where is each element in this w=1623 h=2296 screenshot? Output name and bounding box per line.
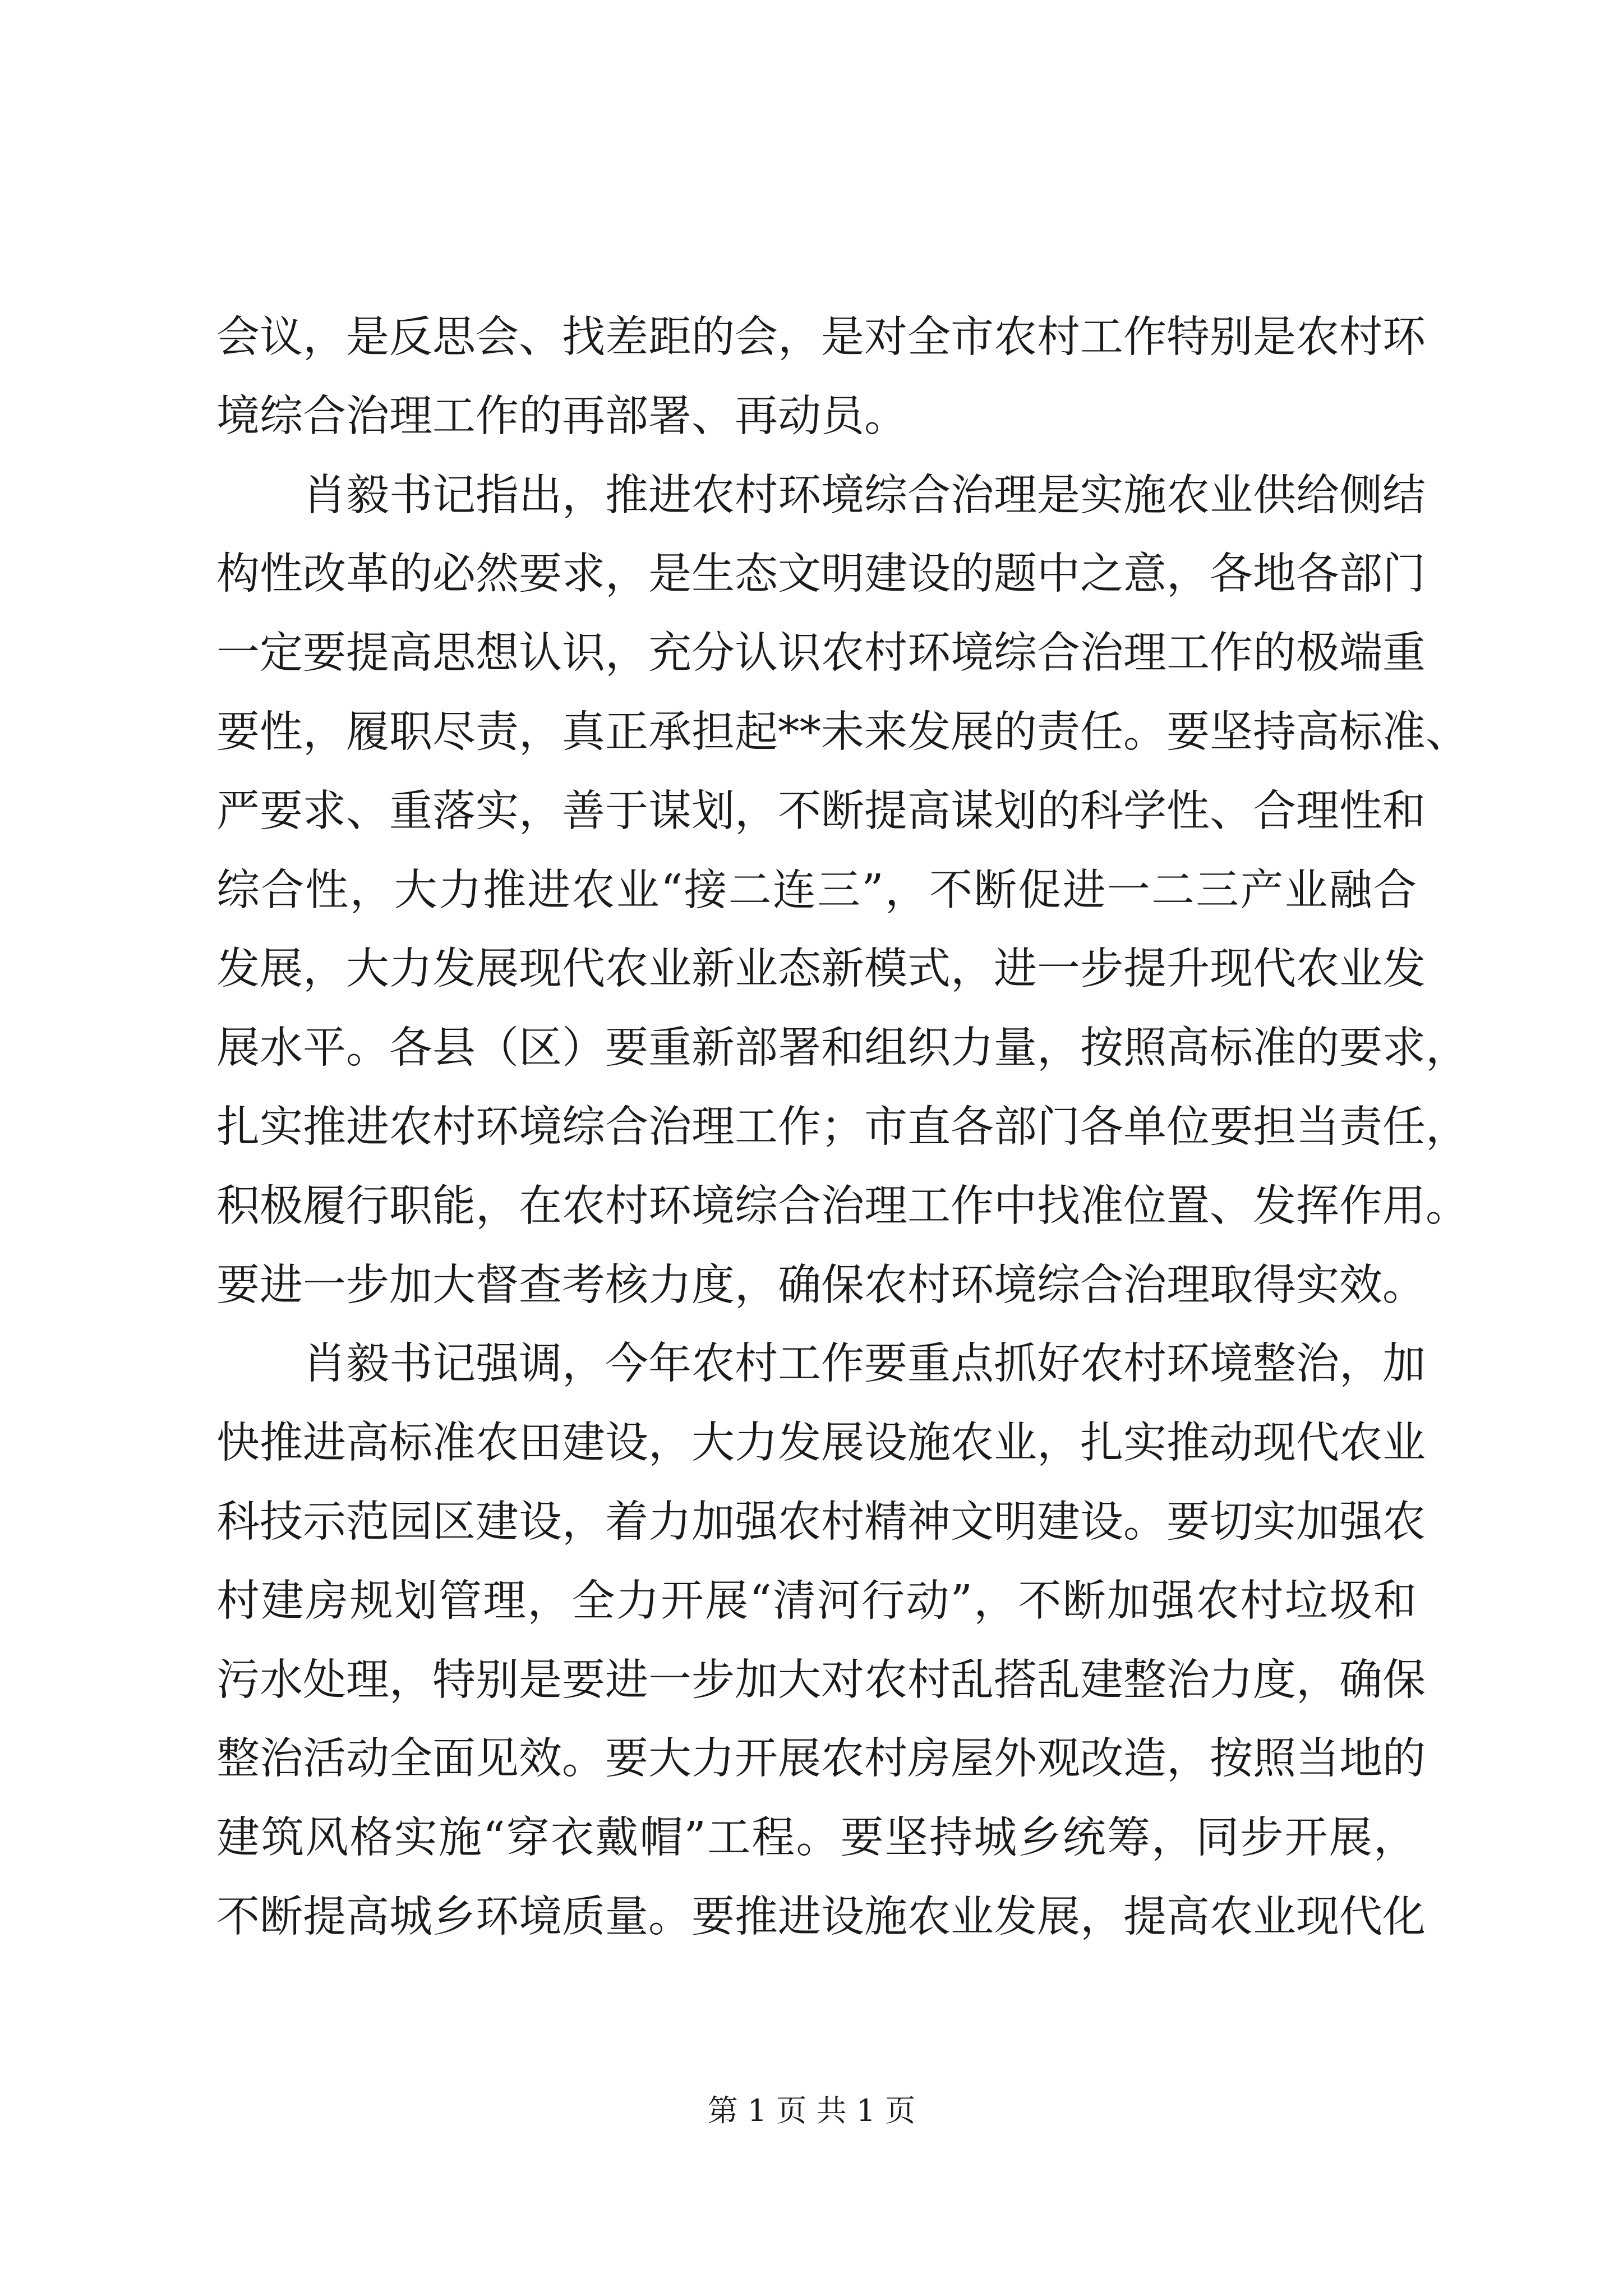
text-line: 境综合治理工作的再部署、再动员。 [216, 391, 907, 441]
document-body [216, 298, 1469, 1957]
text-line: 一定要提高思想认识，充分认识农村环境综合治理工作的极端重 [216, 628, 1426, 679]
paragraph-2 [216, 457, 1469, 1326]
text-line: 不断提高城乡环境质量。要推进设施农业发展，提高农业现代化 [216, 1892, 1426, 1942]
text-line: 展水平。各县（区）要重新部署和组织力量，按照高标准的要求， [216, 1023, 1469, 1074]
page-number-label: 第 1 页 共 1 页 [707, 2093, 916, 2128]
text-line: 污水处理，特别是要进一步加大对农村乱搭乱建整治力度，确保 [216, 1655, 1426, 1705]
text-line: 发展，大力发展现代农业新业态新模式，进一步提升现代农业发 [216, 944, 1426, 995]
page-footer [0, 2091, 1623, 2131]
text-line: 要性，履职尽责，真正承担起**未来发展的责任。要坚持高标准、 [216, 707, 1469, 757]
text-line: 要进一步加大督查考核力度，确保农村环境综合治理取得实效。 [216, 1260, 1426, 1310]
text-line: 整治活动全面见效。要大力开展农村房屋外观改造，按照当地的 [216, 1734, 1426, 1784]
text-line: 建筑风格实施“穿衣戴帽”工程。要坚持城乡统筹，同步开展， [216, 1813, 1417, 1864]
text-line: 快推进高标准农田建设，大力发展设施农业，扎实推动现代农业 [216, 1418, 1426, 1469]
text-line: 会议，是反思会、找差距的会，是对全市农村工作特别是农村环 [216, 312, 1426, 362]
text-line: 科技示范园区建设，着力加强农村精神文明建设。要切实加强农 [216, 1497, 1426, 1547]
text-line: 肖毅书记指出，推进农村环境综合治理是实施农业供给侧结 [216, 470, 1426, 521]
text-line: 构性改革的必然要求，是生态文明建设的题中之意，各地各部门 [216, 549, 1426, 600]
text-line: 扎实推进农村环境综合治理工作；市直各部门各单位要担当责任， [216, 1102, 1469, 1152]
text-line: 综合性，大力推进农业“接二连三”，不断促进一二三产业融合 [216, 865, 1417, 915]
text-line: 积极履行职能，在农村环境综合治理工作中找准位置、发挥作用。 [216, 1181, 1469, 1231]
paragraph-1 [216, 298, 1426, 457]
text-line: 村建房规划管理，全力开展“清河行动”，不断加强农村垃圾和 [216, 1576, 1417, 1626]
text-line: 肖毅书记强调，今年农村工作要重点抓好农村环境整治，加 [216, 1339, 1426, 1389]
paragraph-3 [216, 1325, 1426, 1957]
text-line: 严要求、重落实，善于谋划，不断提高谋划的科学性、合理性和 [216, 786, 1426, 836]
